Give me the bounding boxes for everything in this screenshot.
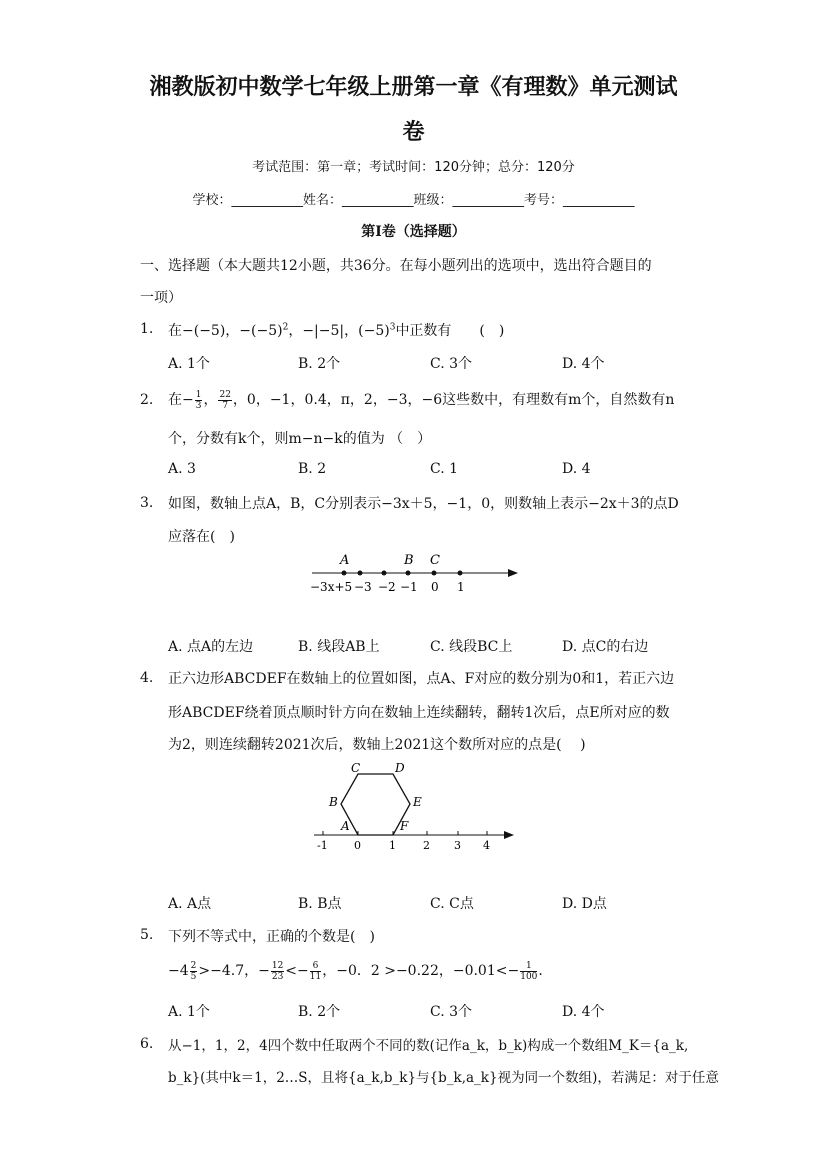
point-1-dot: [458, 571, 463, 576]
option-d[interactable]: D. D点: [562, 896, 607, 912]
exam-info: 考试范围：第一章；考试时间：120分钟；总分：120分: [252, 160, 575, 175]
option-c[interactable]: C. C点: [430, 896, 474, 912]
label-B: B: [404, 553, 414, 568]
vertex-label-E: E: [413, 795, 422, 809]
tick-label: −1: [400, 580, 418, 594]
option-d[interactable]: D. 点C的右边: [562, 639, 649, 655]
option-b[interactable]: B. 2个: [298, 1004, 341, 1020]
tick-label: −2: [378, 580, 396, 594]
option-c[interactable]: C. 3个: [430, 1004, 473, 1020]
question-text-line2: 个，分数有k个，则m−n−k的值为 （ ）: [168, 431, 432, 447]
axis-arrow: [504, 831, 514, 839]
question-number: 6.: [140, 1036, 154, 1052]
question-text-line1: 如图，数轴上点A，B，C分别表示−3x＋5，−1，0，则数轴上表示−2x＋3的点D: [168, 496, 679, 512]
question-text-line2: 应落在( ): [168, 529, 235, 545]
tick-label: −3: [354, 580, 372, 594]
page-title-line2: 卷: [402, 120, 425, 145]
vertex-label-A: A: [341, 819, 350, 833]
point-minus2-dot: [382, 571, 387, 576]
point-A-dot: [342, 571, 347, 576]
option-d[interactable]: D. 4: [562, 461, 591, 477]
student-info-fields: 学校：___________姓名：___________班级：___________考号：___________: [192, 193, 635, 208]
question-number: 3.: [140, 495, 154, 511]
question-text-line2: −4 $\frac{2}{5}$ >−4.7，− $\frac{12}{23}$ <− $\frac{6}{11}$ ，−0．2 >−0.22，−0.01<− $\frac{1}{100}$ .: [168, 960, 543, 982]
option-b[interactable]: B. 2: [298, 461, 327, 477]
option-b[interactable]: B. B点: [298, 896, 342, 912]
tick-label: 2: [423, 839, 430, 852]
option-c[interactable]: C. 1: [430, 461, 459, 477]
vertex-label-C: C: [351, 761, 361, 775]
fraction: $\frac{2}{5}$: [190, 960, 197, 982]
fraction: $\frac{1}{3}$: [195, 389, 202, 411]
option-a[interactable]: A. 1个: [168, 1004, 210, 1020]
point-B-dot: [406, 571, 411, 576]
vertex-label-B: B: [329, 795, 338, 809]
option-b[interactable]: B. 线段AB上: [298, 639, 380, 655]
option-c[interactable]: C. 3个: [430, 356, 473, 372]
tick-label: 0: [354, 839, 361, 852]
question-text-line1: 正六边形ABCDEF在数轴上的位置如图，点A、F对应的数分别为0和1，若正六边: [168, 671, 675, 687]
option-c[interactable]: C. 线段BC上: [430, 639, 513, 655]
hexagon-figure-4: [308, 758, 522, 854]
tick-label: 0: [431, 580, 439, 594]
vertex-label-F: F: [400, 819, 409, 833]
option-a[interactable]: A. 点A的左边: [168, 639, 254, 655]
question-text-line1: 从−1，1，2，4四个数中任取两个不同的数(记作a_k，b_k)构成一个数组M_K＝{a_k,: [168, 1038, 689, 1054]
fraction: $\frac{22}{7}$: [219, 389, 231, 411]
fraction: $\frac{1}{100}$: [520, 960, 538, 982]
option-a[interactable]: A. A点: [168, 896, 212, 912]
question-number: 5.: [140, 927, 154, 943]
question-text-line1: 在− $\frac{1}{3}$ ， $\frac{22}{7}$ ，0，−1，0.4，π，2，−3，−6这些数中，有理数有m个，自然数有n: [168, 389, 675, 411]
number-line-figure-3: [300, 550, 530, 600]
tick-label: -1: [317, 839, 328, 852]
question-text: 在−(−5)，$-(-5)^2$，−|−5|，$(-5)^3$中正数有 ( ): [168, 322, 505, 339]
question-number: 2.: [140, 392, 154, 408]
option-d[interactable]: D. 4个: [562, 356, 605, 372]
vertex-label-D: D: [395, 761, 405, 775]
point-C-dot: [432, 571, 437, 576]
tick-label: 3: [454, 839, 461, 852]
axis-arrow: [508, 569, 518, 577]
option-d[interactable]: D. 4个: [562, 1004, 605, 1020]
option-b[interactable]: B. 2个: [298, 356, 341, 372]
section-heading-line2: 一项）: [140, 290, 182, 306]
page-title-line1: 湘教版初中数学七年级上册第一章《有理数》单元测试: [149, 75, 678, 100]
question-number: 1.: [140, 321, 154, 337]
point-minus3-dot: [358, 571, 363, 576]
tick-label: 4: [483, 839, 490, 852]
option-a[interactable]: A. 1个: [168, 356, 210, 372]
fraction: $\frac{12}{23}$: [271, 960, 284, 982]
tick-label: 1: [457, 580, 465, 594]
tick-label: −3x+5: [310, 580, 353, 594]
option-a[interactable]: A. 3: [168, 461, 196, 477]
label-C: C: [430, 553, 440, 568]
tick-label: 1: [389, 839, 396, 852]
fraction: $\frac{6}{11}$: [309, 960, 322, 982]
question-text-line2: 形ABCDEF绕着顶点顺时针方向在数轴上连续翻转，翻转1次后，点E所对应的数: [168, 705, 670, 721]
question-text-line1: 下列不等式中，正确的个数是( ): [168, 929, 375, 945]
label-A: A: [340, 553, 350, 568]
question-text-line3: 为2，则连续翻转2021次后，数轴上2021这个数所对应的点是( ): [168, 737, 586, 753]
question-number: 4.: [140, 670, 154, 686]
part-label: 第I卷（选择题）: [361, 224, 466, 240]
section-heading-line1: 一、选择题（本大题共12小题，共36分。在每小题列出的选项中，选出符合题目的: [140, 258, 652, 274]
question-text-line2: b_k}(其中k＝1，2…S，且将{a_k,b_k}与{b_k,a_k}视为同一个数组)，若满足：对于任意: [168, 1070, 719, 1086]
